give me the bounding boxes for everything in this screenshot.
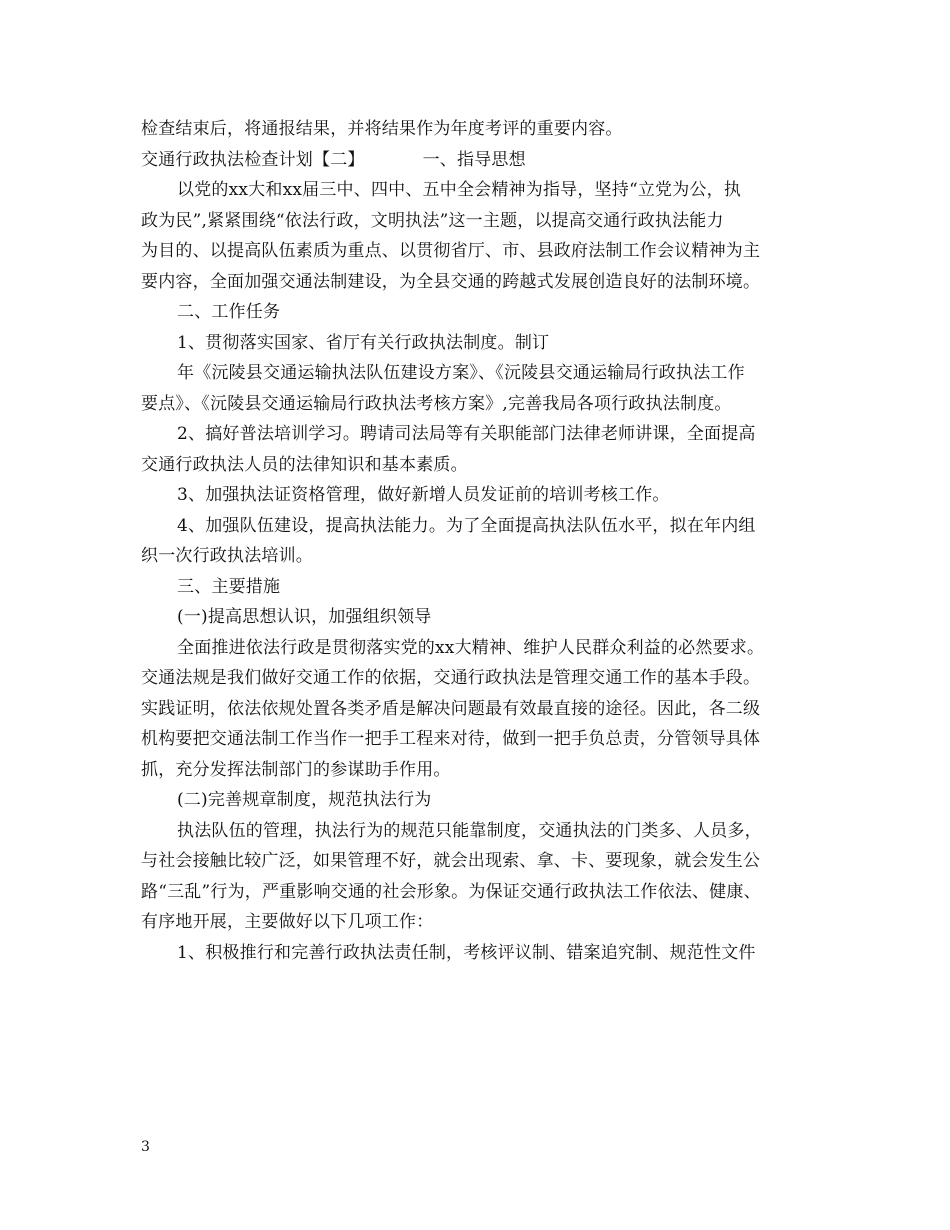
paragraph-line: 4、加强队伍建设，提高执法能力。为了全面提高执法队伍水平，拟在年内组 [177, 515, 756, 536]
paragraph-line: 为目的、以提高队伍素质为重点、以贯彻省厅、市、县政府法制工作会议精神为主 [141, 241, 761, 261]
section-heading: 一、指导思想 [422, 149, 526, 170]
paragraph-line: 有序地开展，主要做好以下几项工作： [141, 912, 434, 932]
paragraph-line: 要内容，全面加强交通法制建设，为全县交通的跨越式发展创造良好的法制环境。 [141, 271, 761, 292]
subsection-heading: (二)完善规章制度，规范执法行为 [177, 790, 432, 810]
paragraph-line: 织一次行政执法培训。 [141, 546, 313, 566]
section-heading-line [141, 145, 821, 176]
paragraph-line: 要点》、《沅陵县交通运输局行政执法考核方案》,完善我局各项行政执法制度。 [141, 393, 732, 414]
paragraph-line: 以党的xx大和xx届三中、四中、五中全会精神为指导，坚持“立党为公，执 [177, 180, 742, 200]
paragraph-line: 与社会接触比较广泛，如果管理不好，就会出现索、拿、卡、要现象，就会发生公 [141, 851, 761, 871]
paragraph-line: 政为民”,紧紧围绕“依法行政，文明执法”这一主题，以提高交通行政执法能力 [141, 210, 724, 231]
paragraph-line: 路“三乱”行为，严重影响交通的社会形象。为保证交通行政执法工作依法、健康、 [141, 881, 761, 902]
page-number: 3 [141, 1139, 150, 1155]
text-line: 检查结束后，将通报结果，并将结果作为年度考评的重要内容。 [141, 119, 623, 139]
paragraph-line: 3、加强执法证资格管理，做好新增人员发证前的培训考核工作。 [177, 485, 670, 505]
plan-title: 交通行政执法检查计划【二】 [141, 149, 365, 170]
document-body [141, 114, 821, 968]
section-heading: 二、工作任务 [177, 302, 281, 322]
paragraph-line: 交通行政执法人员的法律知识和基本素质。 [141, 454, 468, 475]
paragraph-line: 2、搞好普法培训学习。聘请司法局等有关职能部门法律老师讲课，全面提高 [177, 424, 756, 444]
paragraph-line: 1、积极推行和完善行政执法责任制，考核评议制、错案追究制、规范性文件 [177, 942, 756, 963]
subsection-heading: (一)提高思想认识，加强组织领导 [177, 607, 432, 627]
paragraph-line: 机构要把交通法制工作当作一把手工程来对待，做到一把手负总责，分管领导具体 [141, 729, 761, 749]
paragraph-line: 1、贯彻落实国家、省厅有关行政执法制度。制订 [177, 332, 550, 353]
paragraph-line: 全面推进依法行政是贯彻落实党的xx大精神、维护人民群众利益的必然要求。 [177, 637, 765, 658]
paragraph-line: 抓，充分发挥法制部门的参谋助手作用。 [141, 759, 451, 780]
paragraph-line: 执法队伍的管理，执法行为的规范只能靠制度，交通执法的门类多、人员多， [177, 820, 762, 841]
section-heading: 三、主要措施 [177, 576, 281, 597]
paragraph-line: 交通法规是我们做好交通工作的依据，交通行政执法是管理交通工作的基本手段。 [141, 668, 761, 688]
paragraph-line: 年《沅陵县交通运输执法队伍建设方案》、《沅陵县交通运输局行政执法工作 [177, 363, 745, 383]
paragraph-line: 实践证明，依法依规处置各类矛盾是解决问题最有效最直接的途径。因此，各二级 [141, 698, 761, 719]
